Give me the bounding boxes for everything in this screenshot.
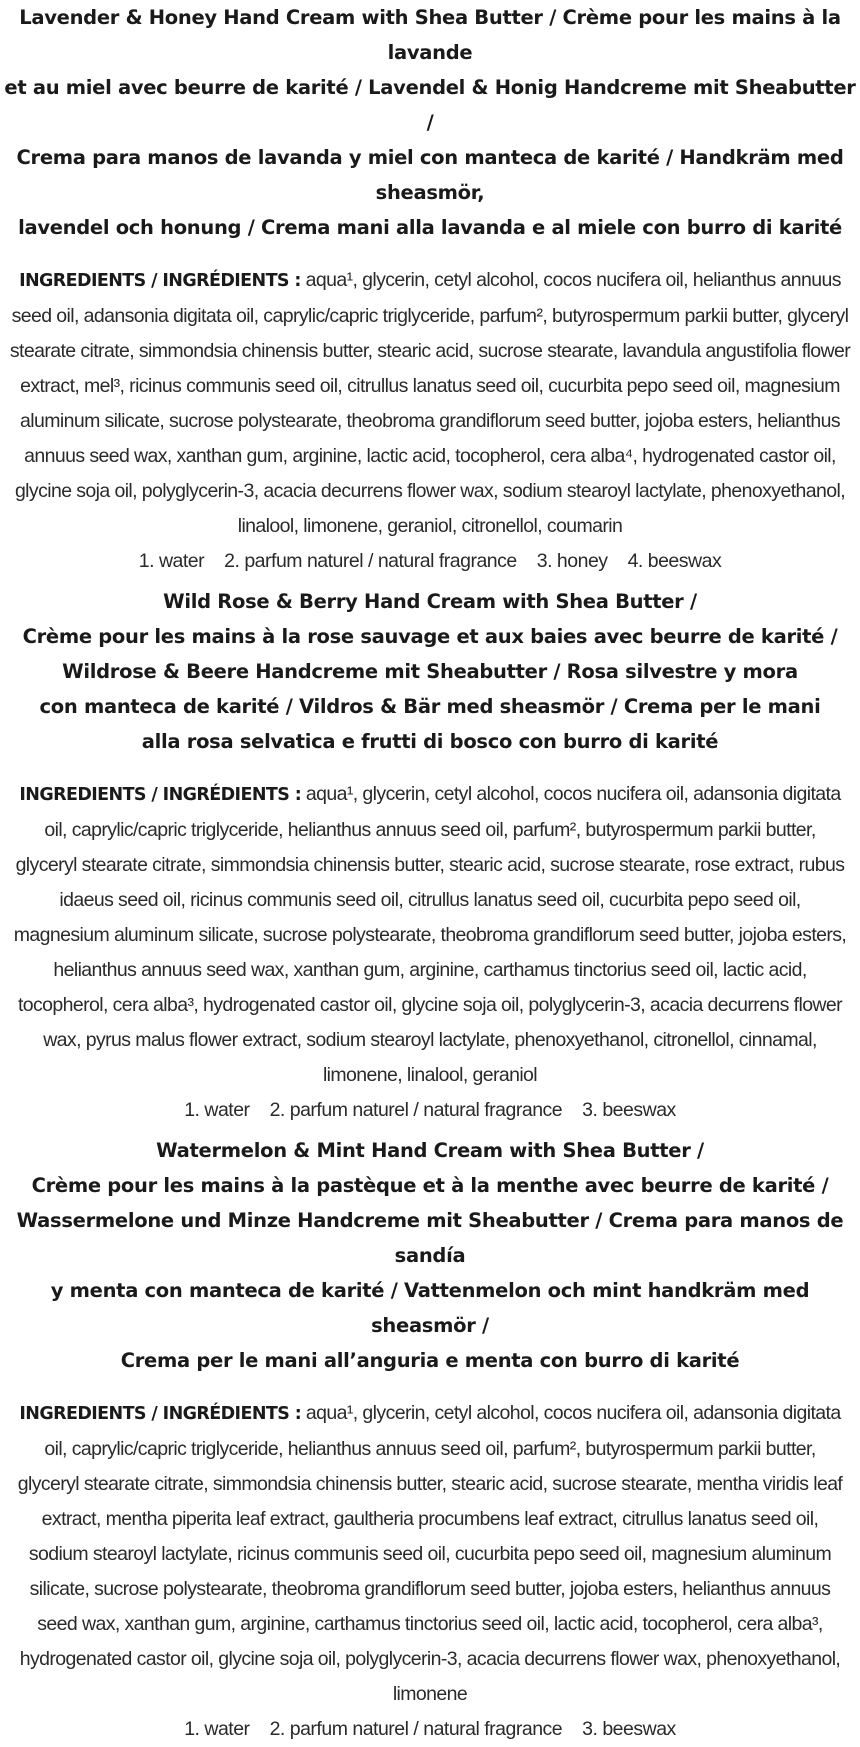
ingredients-list — [2, 777, 858, 1093]
product-title — [2, 1133, 858, 1378]
footnote: 4. beeswax — [627, 550, 722, 572]
footnotes — [2, 1712, 858, 1747]
footnote: 2. parfum naturel / natural fragrance — [269, 1718, 563, 1740]
title-line: Wild Rose & Berry Hand Cream with Shea Butter / — [163, 590, 697, 613]
ingredients-text: aqua¹, glycerin, cetyl alcohol, cocos nucifera oil, helianthus annuus seed oil, adansonia digitata oil, caprylic/capric triglyceride, parfum², butyrospermum parkii butter, glyceryl stearate citrate, simmondsia chinensis butter, stearic acid, sucrose stearate, lavandula angustifolia flower extract, mel³, ricinus communis seed oil, citrullus lanatus seed oil, cucurbita pepo seed oil, magnesium aluminum silicate, sucrose polystearate, theobroma grandiflorum seed butter, jojoba esters, helianthus annuus seed wax, xanthan gum, arginine, lactic acid, tocopherol, cera alba⁴, hydrogenated castor oil, glycine soja oil, polyglycerin-3, acacia decurrens flower wax, sodium stearoyl lactylate, phenoxyethanol, linalool, limonene, geraniol, citronellol, coumarin — [9, 269, 851, 537]
title-line: Wildrose & Beere Handcreme mit Sheabutter / Rosa silvestre y mora — [62, 660, 798, 683]
footnotes — [2, 1093, 858, 1128]
product-title — [2, 0, 858, 245]
title-line: Crema per le mani all’anguria e menta con burro di karité — [120, 1349, 740, 1372]
ingredients-label: INGREDIENTS / INGRÉDIENTS : — [19, 1404, 302, 1424]
footnote: 1. water — [184, 1099, 250, 1121]
ingredients-list — [2, 1396, 858, 1712]
ingredients-text: aqua¹, glycerin, cetyl alcohol, cocos nucifera oil, adansonia digitata oil, caprylic/capric triglyceride, helianthus annuus seed oil, parfum², butyrospermum parkii butter, glyceryl stearate citrate, simmondsia chinensis butter, stearic acid, sucrose stearate, rose extract, rubus idaeus seed oil, ricinus communis seed oil, citrullus lanatus seed oil, cucurbita pepo seed oil, magnesium aluminum silicate, sucrose polystearate, theobroma grandiflorum seed butter, jojoba esters, helianthus annuus seed wax, xanthan gum, arginine, carthamus tinctorius seed oil, lactic acid, tocopherol, cera alba³, hydrogenated castor oil, glycine soja oil, polyglycerin-3, acacia decurrens flower wax, pyrus malus flower extract, sodium stearoyl lactylate, phenoxyethanol, citronellol, cinnamal, limonene, linalool, geraniol — [13, 783, 847, 1086]
title-line: lavendel och honung / Crema mani alla lavanda e al miele con burro di karité — [18, 216, 842, 239]
footnote: 2. parfum naturel / natural fragrance — [269, 1099, 563, 1121]
footnote: 2. parfum naturel / natural fragrance — [224, 550, 517, 572]
title-line: y menta con manteca de karité / Vattenmelon och mint handkräm med sheasmör / — [50, 1279, 810, 1337]
title-line: Watermelon & Mint Hand Cream with Shea Butter / — [156, 1139, 704, 1162]
title-line: Crema para manos de lavanda y miel con manteca de karité / Handkräm med sheasmör, — [16, 146, 844, 204]
footnote: 1. water — [184, 1718, 250, 1740]
title-line: alla rosa selvatica e frutti di bosco con burro di karité — [141, 730, 719, 753]
product-section-lavender-honey — [2, 0, 858, 579]
ingredients-label: INGREDIENTS / INGRÉDIENTS : — [19, 271, 301, 291]
footnote: 3. beeswax — [582, 1099, 676, 1121]
title-line: Crème pour les mains à la rose sauvage et aux baies avec beurre de karité / — [22, 625, 838, 648]
title-line: Wassermelone und Minze Handcreme mit Sheabutter / Crema para manos de sandía — [16, 1209, 844, 1267]
footnotes — [2, 544, 858, 579]
ingredients-list — [2, 263, 858, 544]
title-line: et au miel avec beurre de karité / Lavendel & Honig Handcreme mit Sheabutter / — [4, 76, 856, 134]
footnote: 3. beeswax — [582, 1718, 676, 1740]
title-line: con manteca de karité / Vildros & Bär med sheasmör / Crema per le mani — [39, 695, 821, 718]
title-line: Lavender & Honey Hand Cream with Shea Butter / Crème pour les mains à la lavande — [19, 6, 841, 64]
footnote: 3. honey — [536, 550, 608, 572]
ingredients-text: aqua¹, glycerin, cetyl alcohol, cocos nucifera oil, adansonia digitata oil, caprylic/capric triglyceride, helianthus annuus seed oil, parfum², butyrospermum parkii butter, glyceryl stearate citrate, simmondsia chinensis butter, stearic acid, sucrose stearate, mentha viridis leaf extract, mentha piperita leaf extract, gaultheria procumbens leaf extract, citrullus lanatus seed oil, sodium stearoyl lactylate, ricinus communis seed oil, cucurbita pepo seed oil, magnesium aluminum silicate, sucrose polystearate, theobroma grandiflorum seed butter, jojoba esters, helianthus annuus seed wax, xanthan gum, arginine, carthamus tinctorius seed oil, lactic acid, tocopherol, cera alba³, hydrogenated castor oil, glycine soja oil, polyglycerin-3, acacia decurrens flower wax, phenoxyethanol, limonene — [17, 1402, 843, 1705]
product-section-watermelon-mint — [2, 1133, 858, 1747]
footnote: 1. water — [138, 550, 205, 572]
product-title — [2, 584, 858, 759]
product-section-wild-rose-berry — [2, 584, 858, 1128]
ingredients-label: INGREDIENTS / INGRÉDIENTS : — [19, 785, 302, 805]
title-line: Crème pour les mains à la pastèque et à la menthe avec beurre de karité / — [31, 1174, 829, 1197]
